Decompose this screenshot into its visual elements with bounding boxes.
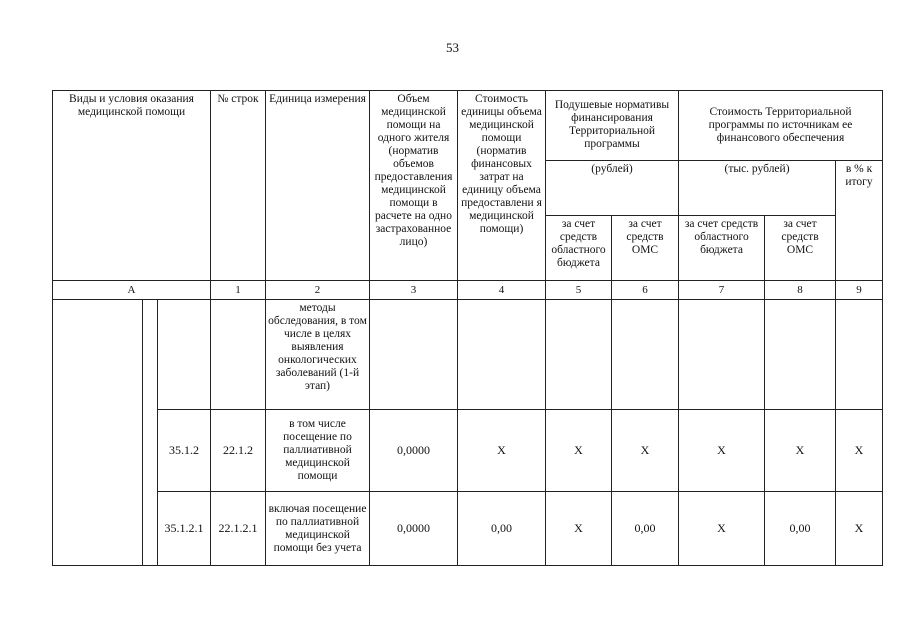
column-number-3: 3 — [370, 281, 458, 299]
column-number-9: 9 — [836, 281, 883, 299]
row-value-5: Х — [546, 410, 612, 492]
row-value-6: Х — [612, 410, 679, 492]
header-row-number: № строк — [211, 91, 266, 281]
row-value-7 — [679, 299, 765, 410]
row-value-9: Х — [836, 492, 883, 566]
table-row — [53, 410, 883, 492]
column-number-6: 6 — [612, 281, 679, 299]
header-regional-budget-7: за счет средств областного бюджета — [679, 215, 765, 281]
row-value-7: Х — [679, 410, 765, 492]
outer-indent-cell — [53, 299, 143, 565]
row-code — [158, 299, 211, 410]
row-number: 22.1.2.1 — [211, 492, 266, 566]
table-row — [53, 492, 883, 566]
row-unit: в том числе посещение по паллиативной медицинской помощи — [266, 410, 370, 492]
row-value-9: Х — [836, 410, 883, 492]
row-unit: включая посещение по паллиативной медицинской помощи без учета — [266, 492, 370, 566]
row-value-5 — [546, 299, 612, 410]
header-regional-budget-5: за счет средств областного бюджета — [546, 215, 612, 281]
row-value-3: 0,0000 — [370, 410, 458, 492]
row-value-5: Х — [546, 492, 612, 566]
column-number-8: 8 — [765, 281, 836, 299]
row-value-6: 0,00 — [612, 492, 679, 566]
header-oms-8: за счет средств ОМС — [765, 215, 836, 281]
row-value-8: Х — [765, 410, 836, 492]
row-value-9 — [836, 299, 883, 410]
row-code: 35.1.2 — [158, 410, 211, 492]
header-per-capita: Подушевые нормативы финансирования Территориальной программы — [546, 91, 679, 161]
row-value-4: 0,00 — [458, 492, 546, 566]
row-value-7: Х — [679, 492, 765, 566]
header-thousand-rubles: (тыс. рублей) — [679, 160, 836, 215]
territorial-program-table — [52, 90, 883, 566]
column-number-4: 4 — [458, 281, 546, 299]
column-number-2: 2 — [266, 281, 370, 299]
header-percent-total: в % к итогу — [836, 160, 883, 281]
column-number-5: 5 — [546, 281, 612, 299]
row-unit: методы обследования, в том числе в целях выявления онкологических заболеваний (1-й этап) — [266, 299, 370, 410]
page-number: 53 — [446, 40, 459, 55]
row-value-8 — [765, 299, 836, 410]
header-oms-6: за счет средств ОМС — [612, 215, 679, 281]
header-rubles: (рублей) — [546, 160, 679, 215]
inner-indent-cell — [143, 299, 158, 565]
row-value-3 — [370, 299, 458, 410]
row-value-3: 0,0000 — [370, 492, 458, 566]
row-number — [211, 299, 266, 410]
header-unit: Единица измерения — [266, 91, 370, 281]
column-number-7: 7 — [679, 281, 765, 299]
header-unit-cost: Стоимость единицы объема медицинской помощи (норматив финансовых затрат на единицу объема предоставлени я медицинской помощи) — [458, 91, 546, 281]
row-value-4: Х — [458, 410, 546, 492]
column-number-a: А — [53, 281, 211, 299]
row-value-8: 0,00 — [765, 492, 836, 566]
table-row — [53, 299, 883, 410]
row-value-6 — [612, 299, 679, 410]
column-number-1: 1 — [211, 281, 266, 299]
row-number: 22.1.2 — [211, 410, 266, 492]
row-code: 35.1.2.1 — [158, 492, 211, 566]
header-volume: Объем медицинской помощи на одного жителя (норматив объемов предоставления медицинской помощи в расчете на одно застрахованное лицо) — [370, 91, 458, 281]
header-type-of-care: Виды и условия оказания медицинской помощи — [53, 91, 211, 281]
header-program-cost: Стоимость Территориальной программы по источникам ее финансового обеспечения — [679, 91, 883, 161]
row-value-4 — [458, 299, 546, 410]
